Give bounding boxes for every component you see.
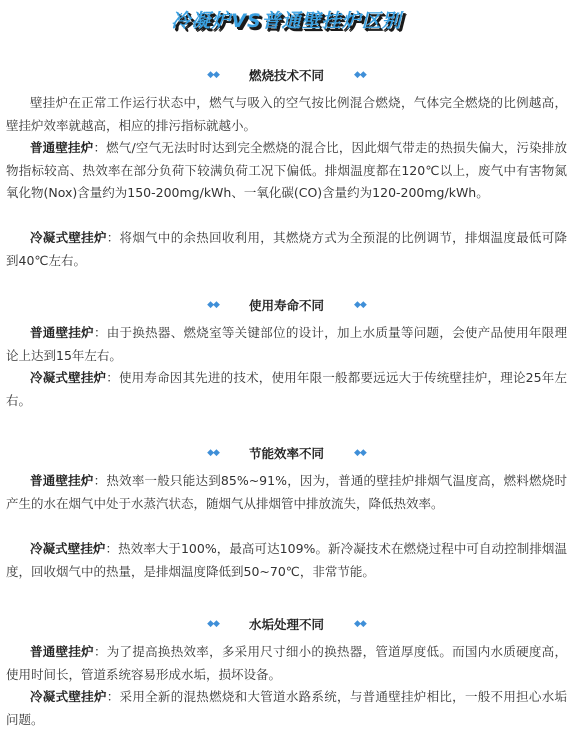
paragraph: 冷凝式壁挂炉：使用寿命因其先进的技术，使用年限一般都要远远大于传统壁挂炉，理论25年左右。 — [6, 370, 567, 408]
section-heading-text: 节能效率不同 — [248, 446, 324, 461]
paragraph: 普通壁挂炉：热效率一般只能达到85%~91%，因为，普通的壁挂炉排烟气温度高，燃料燃烧时产生的水在烟气中处于水蒸汽状态，随烟气从排烟管中排放流失，降低热效率。 — [6, 473, 567, 511]
diamond-left-icon: ◆◆ — [207, 448, 219, 458]
section-heading-scale — [0, 615, 573, 633]
diamond-left-icon: ◆◆ — [207, 300, 219, 310]
paragraph: 壁挂炉在正常工作运行状态中，燃气与吸入的空气按比例混合燃烧，气体完全燃烧的比例越高，壁挂炉效率就越高，相应的排污指标就越小。 — [6, 95, 567, 133]
paragraph: 普通壁挂炉：由于换热器、燃烧室等关键部位的设计，加上水质量等问题，会使产品使用年限理论上达到15年左右。 — [6, 325, 567, 363]
paragraph: 冷凝式壁挂炉：采用全新的混热燃烧和大管道水路系统，与普通壁挂炉相比，一般不用担心水垢问题。 — [6, 689, 567, 727]
paragraph-label: 普通壁挂炉 — [30, 325, 94, 340]
paragraph-label: 普通壁挂炉 — [30, 473, 94, 488]
paragraph-label: 冷凝式壁挂炉 — [30, 689, 107, 704]
paragraph-label: 冷凝式壁挂炉 — [30, 370, 107, 385]
paragraph: 普通壁挂炉：燃气/空气无法时时达到完全燃烧的混合比，因此烟气带走的热损失偏大，污染排放物指标较高、热效率在部分负荷下较满负荷工况下偏低。排烟温度都在120℃以上，废气中有害物氮氧化物(Nox)含量约为150-200mg/kWh、一氧化碳(CO)含量约为120-200mg/kWh。 — [6, 140, 567, 200]
diamond-right-icon: ◆◆ — [354, 619, 366, 629]
paragraph-label: 冷凝式壁挂炉 — [30, 230, 107, 245]
section-heading-text: 燃烧技术不同 — [248, 68, 324, 83]
section-heading-text: 使用寿命不同 — [248, 298, 324, 313]
paragraph: 冷凝式壁挂炉：热效率大于100%，最高可达109%。新冷凝技术在燃烧过程中可自动控制排烟温度，回收烟气中的热量，是排烟温度降低到50~70℃，非常节能。 — [6, 541, 567, 579]
paragraph-label: 冷凝式壁挂炉 — [30, 541, 106, 556]
paragraph-label: 普通壁挂炉 — [30, 644, 94, 659]
paragraph: 普通壁挂炉：为了提高换热效率，多采用尺寸细小的换热器，管道厚度低。而国内水质硬度高，使用时间长，管道系统容易形成水垢，损坏设备。 — [6, 644, 567, 682]
diamond-right-icon: ◆◆ — [354, 70, 366, 80]
section-heading-text: 水垢处理不同 — [248, 617, 324, 632]
paragraph: 冷凝式壁挂炉：将烟气中的余热回收利用，其燃烧方式为全预混的比例调节，排烟温度最低可降到40℃左右。 — [6, 230, 567, 268]
page-title: 冷凝炉VS普通壁挂炉区别 — [171, 10, 402, 32]
section-heading-lifespan — [0, 296, 573, 314]
diamond-right-icon: ◆◆ — [354, 448, 366, 458]
section-heading-combustion — [0, 66, 573, 84]
paragraph-label: 普通壁挂炉 — [30, 140, 94, 155]
diamond-left-icon: ◆◆ — [207, 70, 219, 80]
diamond-right-icon: ◆◆ — [354, 300, 366, 310]
section-heading-efficiency — [0, 444, 573, 462]
diamond-left-icon: ◆◆ — [207, 619, 219, 629]
